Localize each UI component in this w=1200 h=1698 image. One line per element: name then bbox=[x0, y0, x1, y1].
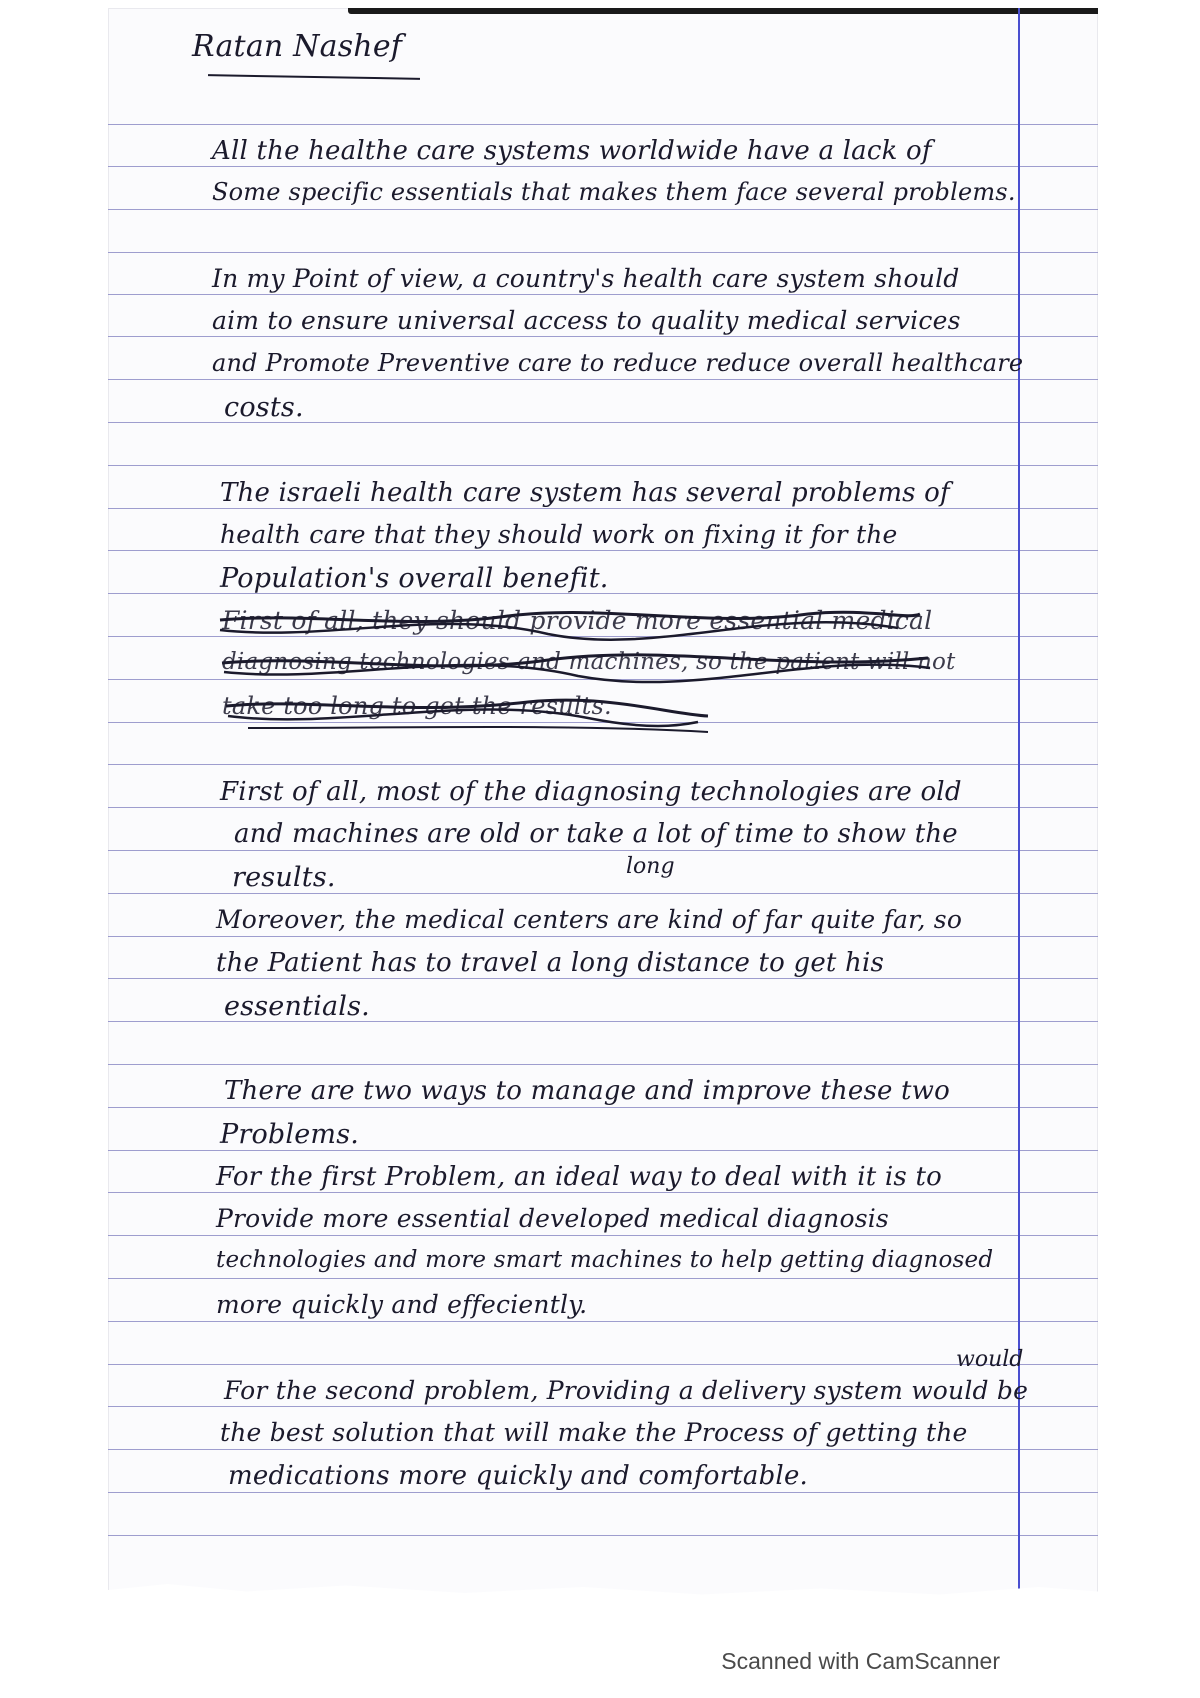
text-line: There are two ways to manage and improve these two bbox=[224, 1076, 950, 1106]
text-line: Problems. bbox=[220, 1119, 360, 1150]
text-line: aim to ensure universal access to quality medical services bbox=[212, 306, 961, 335]
ruled-line bbox=[108, 764, 1098, 765]
ruled-line bbox=[108, 550, 1098, 551]
ruled-line bbox=[108, 722, 1098, 723]
author-name: Ratan Nashef bbox=[192, 29, 403, 64]
text-line: All the healthe care systems worldwide have a lack of bbox=[212, 136, 932, 166]
text-line: Moreover, the medical centers are kind of far quite far, so bbox=[216, 905, 963, 934]
text-line: medications more quickly and comfortable. bbox=[228, 1461, 808, 1491]
ruled-line bbox=[108, 1107, 1098, 1108]
ruled-line bbox=[108, 1278, 1098, 1279]
text-line: the Patient has to travel a long distance to get his bbox=[216, 948, 885, 978]
camscanner-watermark: Scanned with CamScanner bbox=[721, 1648, 1000, 1674]
ruled-line bbox=[108, 209, 1098, 210]
struck-text-line: take too long to get the results. bbox=[222, 692, 612, 720]
inserted-word: would bbox=[956, 1347, 1024, 1372]
text-line: For the first Problem, an ideal way to deal with it is to bbox=[216, 1162, 942, 1192]
text-line: Some specific essentials that makes them face several problems. bbox=[212, 178, 1016, 206]
ruled-line bbox=[108, 850, 1098, 851]
ruled-line bbox=[108, 379, 1098, 380]
ruled-line bbox=[108, 636, 1098, 637]
text-line: and machines are old or take a lot of time to show the bbox=[234, 819, 958, 849]
ruled-line bbox=[108, 252, 1098, 253]
ruled-line bbox=[108, 679, 1098, 680]
text-line: For the second problem, Providing a delivery system would be bbox=[224, 1376, 1029, 1405]
ruled-line bbox=[108, 978, 1098, 979]
ruled-line bbox=[108, 1364, 1098, 1365]
torn-edge bbox=[108, 1578, 1098, 1604]
ruled-line bbox=[108, 1235, 1098, 1236]
ruled-line bbox=[108, 1406, 1098, 1407]
ruled-line bbox=[108, 294, 1098, 295]
inserted-word: long bbox=[626, 854, 675, 879]
ruled-line bbox=[108, 1321, 1098, 1322]
ruled-line bbox=[108, 807, 1098, 808]
text-line: more quickly and effeciently. bbox=[216, 1290, 588, 1319]
text-line: Population's overall benefit. bbox=[220, 563, 609, 594]
author-underline bbox=[208, 74, 420, 80]
ruled-line bbox=[108, 1150, 1098, 1151]
ruled-line bbox=[108, 893, 1098, 894]
text-line: the best solution that will make the Process of getting the bbox=[220, 1418, 968, 1447]
text-line: essentials. bbox=[224, 991, 370, 1022]
page-top-edge bbox=[348, 8, 1098, 14]
ruled-line bbox=[108, 1449, 1098, 1450]
ruled-line bbox=[108, 1064, 1098, 1065]
text-line: The israeli health care system has several problems of bbox=[220, 478, 950, 508]
ruled-line bbox=[108, 1535, 1098, 1536]
text-line: health care that they should work on fixing it for the bbox=[220, 520, 898, 549]
ruled-line bbox=[108, 166, 1098, 167]
text-line: Provide more essential developed medical diagnosis bbox=[216, 1204, 889, 1233]
text-line: technologies and more smart machines to help getting diagnosed bbox=[216, 1247, 994, 1273]
text-line: and Promote Preventive care to reduce reduce overall healthcare bbox=[212, 349, 1024, 377]
ruled-line bbox=[108, 465, 1098, 466]
ruled-line bbox=[108, 936, 1098, 937]
ruled-line bbox=[108, 1492, 1098, 1493]
text-line: First of all, most of the diagnosing technologies are old bbox=[220, 777, 962, 807]
struck-text-line: diagnosing technologies and machines, so the patient will not bbox=[222, 649, 956, 675]
text-line: results. bbox=[232, 862, 336, 893]
notebook-page bbox=[108, 8, 1098, 1604]
ruled-line bbox=[108, 1192, 1098, 1193]
struck-text-line: First of all, they should provide more essential medical bbox=[222, 606, 933, 635]
text-line: costs. bbox=[224, 392, 304, 423]
ruled-line bbox=[108, 336, 1098, 337]
text-line: In my Point of view, a country's health care system should bbox=[212, 264, 960, 293]
ruled-line bbox=[108, 124, 1098, 125]
ruled-line bbox=[108, 508, 1098, 509]
